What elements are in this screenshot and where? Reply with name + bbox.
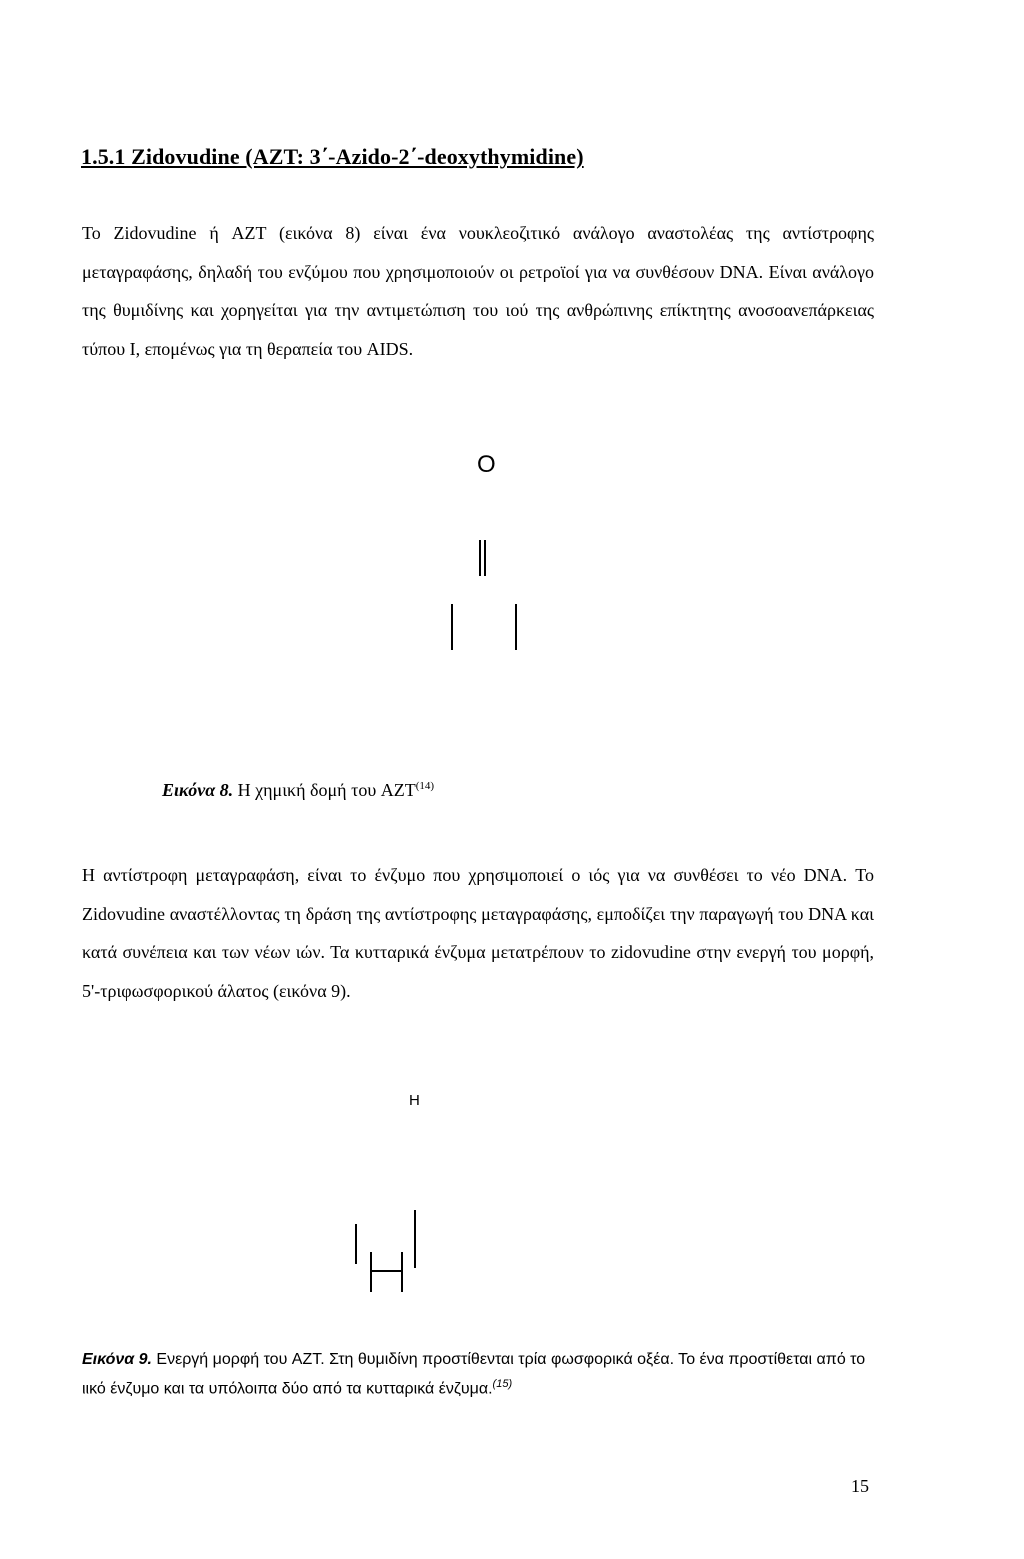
figure-8-caption-text: Η χημική δομή του AZT [233, 780, 416, 800]
bond-line [355, 1224, 357, 1264]
mechanism-paragraph: Η αντίστροφη μεταγραφάση, είναι το ένζυμο που χρησιμοποιεί ο ιός για να συνθέσει το νέο DNA. Το Zidovudine αναστέλλοντας τη δράση της αντίστροφης μεταγραφάσης, εμποδίζει την παραγωγή του DNA και κατά συνέπεια και των νέων ιών. Τα κυτταρικά ένζυμα μετατρέπουν το zidovudine στην ενεργή του μορφή, 5'-τριφωσφορικού άλατος (εικόνα 9). [82, 865, 874, 1001]
hydrogen-atom-label: H [409, 1092, 420, 1109]
section-heading: 1.5.1 Zidovudine (AZT: 3΄-Azido-2΄-deoxythymidine) [81, 144, 584, 169]
figure-9-caption-text: Ενεργή μορφή του AZT. Στη θυμιδίνη προστίθενται τρία φωσφορικά οξέα. Το ένα προστίθεται από το ιικό ένζυμο και τα υπόλοιπα δύο από τα κυτταρικά ένζυμα. [82, 1351, 866, 1398]
bond-line [414, 1210, 416, 1268]
page-number: 15 [851, 1476, 869, 1496]
double-bond-line [484, 540, 486, 576]
oxygen-atom-label: O [477, 451, 496, 478]
bond-line [370, 1252, 372, 1292]
double-bond-line [479, 540, 481, 576]
figure-8-caption [162, 780, 434, 801]
bond-line [451, 604, 453, 650]
figure-9-label: Εικόνα 9. [82, 1351, 152, 1368]
figure-8-label: Εικόνα 8. [162, 780, 234, 800]
figure-8-reference: (14) [415, 780, 435, 792]
bond-line [370, 1270, 402, 1272]
figure-9-reference: (15) [492, 1378, 513, 1390]
figure-9-caption [82, 1348, 877, 1401]
bond-line [515, 604, 517, 650]
bond-line [401, 1252, 403, 1292]
intro-paragraph: Το Zidovudine ή AZT (εικόνα 8) είναι ένα νουκλεοζιτικό ανάλογο αναστολέας της αντίστροφης μεταγραφάσης, δηλαδή του ενζύμου που χρησιμοποιούν οι ρετροϊοί για να συνθέσουν DNA. Είναι ανάλογο της θυμιδίνης και χορηγείται για την αντιμετώπιση του ιού της ανθρώπινης επίκτητης ανοσοανεπάρκειας τύπου I, επομένως για τη θεραπεία του AIDS. [82, 223, 874, 359]
